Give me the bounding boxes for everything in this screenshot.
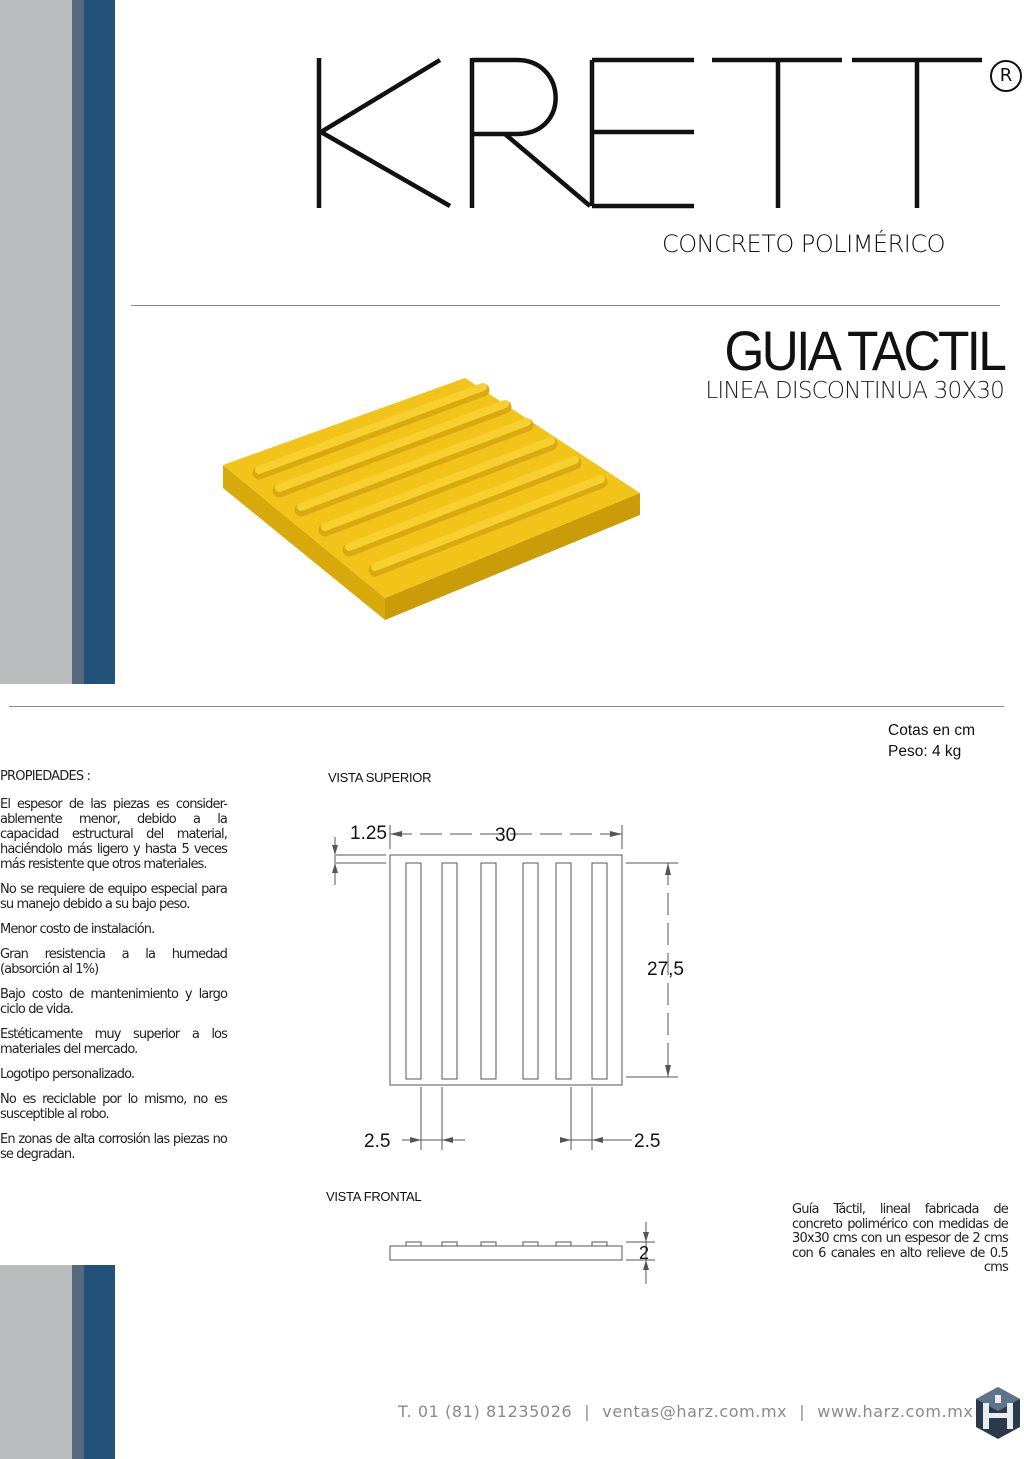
footer-separator: | bbox=[799, 1402, 806, 1421]
footer-web[interactable]: www.harz.com.mx bbox=[817, 1402, 974, 1421]
dim-thickness-label: 2 bbox=[639, 1243, 650, 1263]
footer-contact bbox=[398, 1402, 973, 1421]
property-item: Logotipo personalizado. bbox=[0, 1067, 135, 1082]
product-subtitle: LINEA DISCONTINUA 30X30 bbox=[705, 378, 1004, 404]
left-bar-gray-bottom bbox=[0, 1265, 72, 1459]
dim-channel-left-label: 2.5 bbox=[364, 1131, 391, 1152]
top-view-drawing bbox=[320, 815, 690, 1155]
properties-list bbox=[0, 797, 227, 1172]
dim-width-label: 30 bbox=[495, 825, 517, 846]
left-bar-slate-top bbox=[72, 0, 84, 684]
product-description: Guía Táctil, lineal fabricada de concreto polimérico con medidas de 30x30 cms con un espesor de 2 cms con 6 canales en alto relieve de 0.5 cms bbox=[792, 1202, 1008, 1275]
property-item: Menor costo de instalación. bbox=[0, 922, 155, 937]
left-bar-gray-top bbox=[0, 0, 72, 684]
brand-logo bbox=[312, 50, 992, 220]
footer-separator: | bbox=[584, 1402, 591, 1421]
footer-phone: T. 01 (81) 81235026 bbox=[398, 1402, 573, 1421]
front-view-drawing bbox=[380, 1218, 670, 1288]
units-note: Cotas en cm bbox=[888, 722, 976, 739]
divider-middle bbox=[9, 706, 1004, 707]
properties-heading: PROPIEDADES : bbox=[0, 769, 91, 784]
left-bar-slate-bottom bbox=[72, 1265, 84, 1459]
property-item: Gran resistencia a la humedad (absorción al 1%) bbox=[0, 947, 227, 977]
footer-email[interactable]: ventas@harz.com.mx bbox=[602, 1402, 788, 1421]
weight-note: Peso: 4 kg bbox=[888, 743, 962, 760]
brand-subtitle: CONCRETO POLIMÉRICO bbox=[662, 230, 945, 258]
product-image bbox=[215, 370, 655, 630]
property-item: No es reciclable por lo mismo, no es susceptible al robo. bbox=[0, 1092, 227, 1122]
dim-margin-label: 1.25 bbox=[350, 823, 387, 844]
front-view-label: VISTA FRONTAL bbox=[326, 1189, 422, 1204]
property-item: En zonas de alta corrosión las piezas no se degradan. bbox=[0, 1132, 227, 1162]
divider-top bbox=[131, 305, 1000, 306]
product-title: GUIA TACTIL bbox=[724, 319, 1004, 382]
top-view-label: VISTA SUPERIOR bbox=[328, 770, 432, 785]
dim-height-label: 27,5 bbox=[647, 959, 684, 980]
property-item: El espesor de las piezas es consider-ablemente menor, debido a la capacidad estructural del material, haciéndolo más ligero y hasta 5 veces más resistente que otros materiales. bbox=[0, 797, 227, 872]
registered-mark: R bbox=[990, 60, 1022, 92]
left-bar-blue-bottom bbox=[84, 1265, 115, 1459]
dim-channel-right-label: 2.5 bbox=[634, 1131, 661, 1152]
property-item: No se requiere de equipo especial para su manejo debido a su bajo peso. bbox=[0, 882, 227, 912]
left-bar-blue-top bbox=[84, 0, 115, 684]
harz-logo-icon bbox=[974, 1385, 1022, 1441]
property-item: Estéticamente muy superior a los materiales del mercado. bbox=[0, 1027, 227, 1057]
property-item: Bajo costo de mantenimiento y largo ciclo de vida. bbox=[0, 987, 227, 1017]
